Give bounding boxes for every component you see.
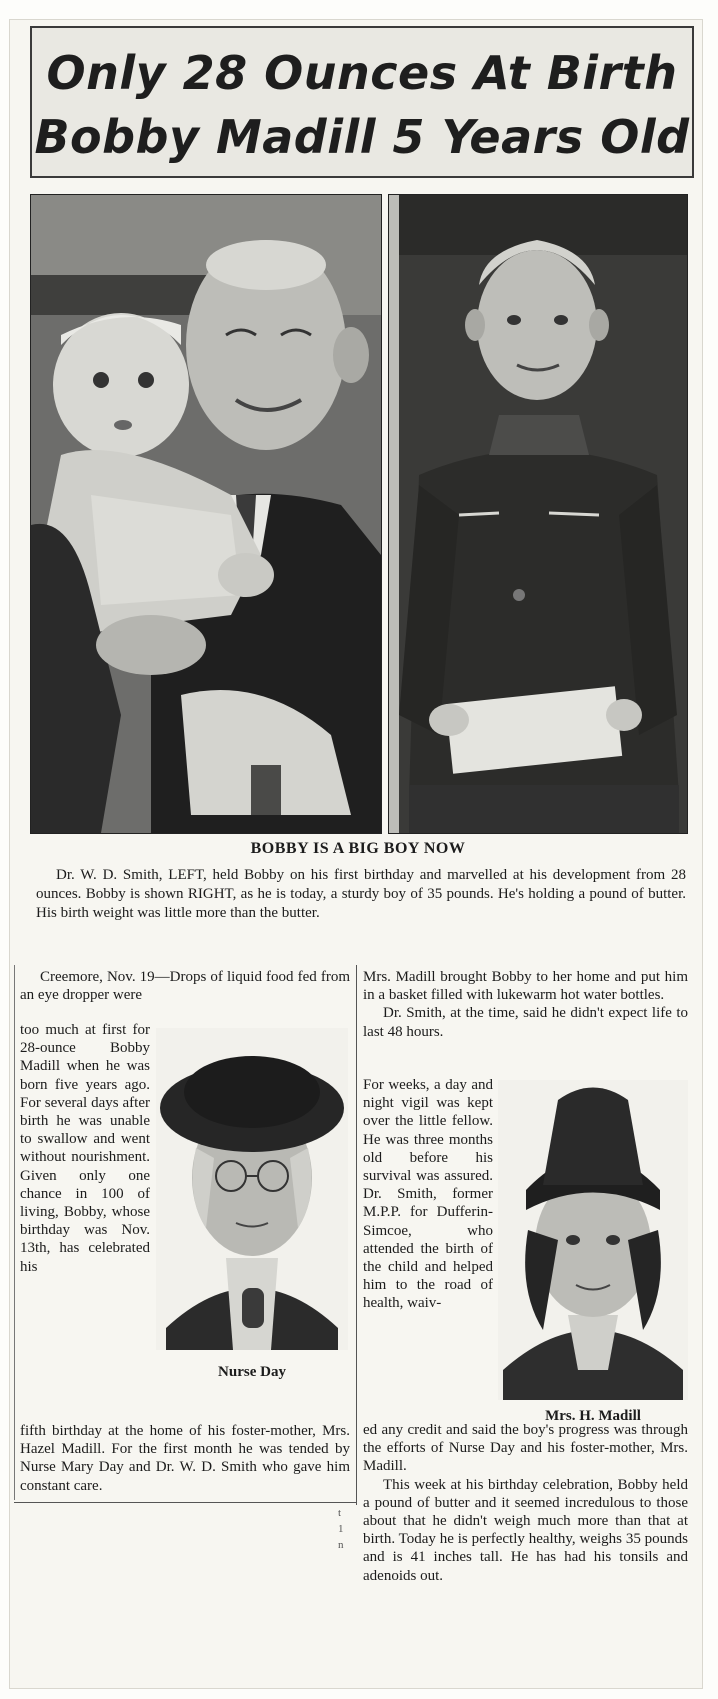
article-col2-para-2: Dr. Smith, at the time, said he didn't expect life to last 48 hours.	[363, 1005, 688, 1040]
photo-doctor-with-baby	[30, 194, 382, 834]
headline-box	[30, 26, 694, 178]
margin-marks: t 1 n	[338, 1507, 344, 1551]
photo-bobby-age-five	[388, 194, 688, 834]
portrait-label-mrs-madill: Mrs. H. Madill	[545, 1408, 641, 1424]
headline-line-1: Only 28 Ounces At Birth	[46, 46, 678, 100]
article-col2-end	[363, 1421, 688, 1585]
article-col2-wrap: For weeks, a day and night vigil was kept over the little fellow. He was three months old before his survival was assured. Dr. Smith, former M.P.P. for Dufferin-Simcoe, who attended the birth of the child and helped him to the road of health, waiv-	[363, 1077, 493, 1312]
portrait-nurse-day	[156, 1028, 348, 1350]
article-col1-opening: Creemore, Nov. 19—Drops of liquid food fed from an eye dropper were	[20, 969, 350, 1004]
article-col2-para-4: This week at his birthday celebration, Bobby held a pound of butter and it seemed incredulous to those about that he didn't weigh much more than that at birth. Today he is perfectly healthy, weighs 35 pounds and is 41 inches tall. He has had his tonsils and adenoids out.	[363, 1476, 688, 1584]
article-col2-para-1: Mrs. Madill brought Bobby to her home and put him in a basket filled with lukewarm hot water bottles.	[363, 969, 688, 1004]
article-col1-wrap: too much at first for 28-ounce Bobby Madill when he was born five years ago. For several days after birth he was unable to swallow and went without nourishment. Given only one chance in 100 of living, Bobby, whose birthday was Nov. 13th, has celebrated his	[20, 1022, 150, 1275]
article-col1-end: fifth birthday at the home of his foster-mother, Mrs. Hazel Madill. For the first month he was tended by Nurse Mary Day and Dr. W. D. Smith who gave him constant care.	[20, 1423, 350, 1494]
headline-line-2: Bobby Madill 5 Years Old	[34, 110, 690, 164]
column-bottom-rule	[14, 1502, 356, 1503]
photo-caption-body: Dr. W. D. Smith, LEFT, held Bobby on his first birthday and marvelled at his development from 28 ounces. Bobby is shown RIGHT, as he is today, a sturdy boy of 35 pounds. He's holding a pound of butter. His birth weight was little more than the butter.	[36, 867, 686, 921]
article-col2-opening	[363, 968, 688, 1041]
article-col2-para-3: ed any credit and said the boy's progress was through the efforts of Nurse Day and his foster-mother, Mrs. Madill.	[363, 1422, 688, 1475]
column-rule	[356, 965, 357, 1505]
portrait-label-nurse-day: Nurse Day	[218, 1364, 286, 1380]
photo-caption-heading: BOBBY IS A BIG BOY NOW	[250, 840, 466, 857]
column-rule-left	[14, 965, 15, 1500]
portrait-mrs-madill	[498, 1080, 688, 1400]
